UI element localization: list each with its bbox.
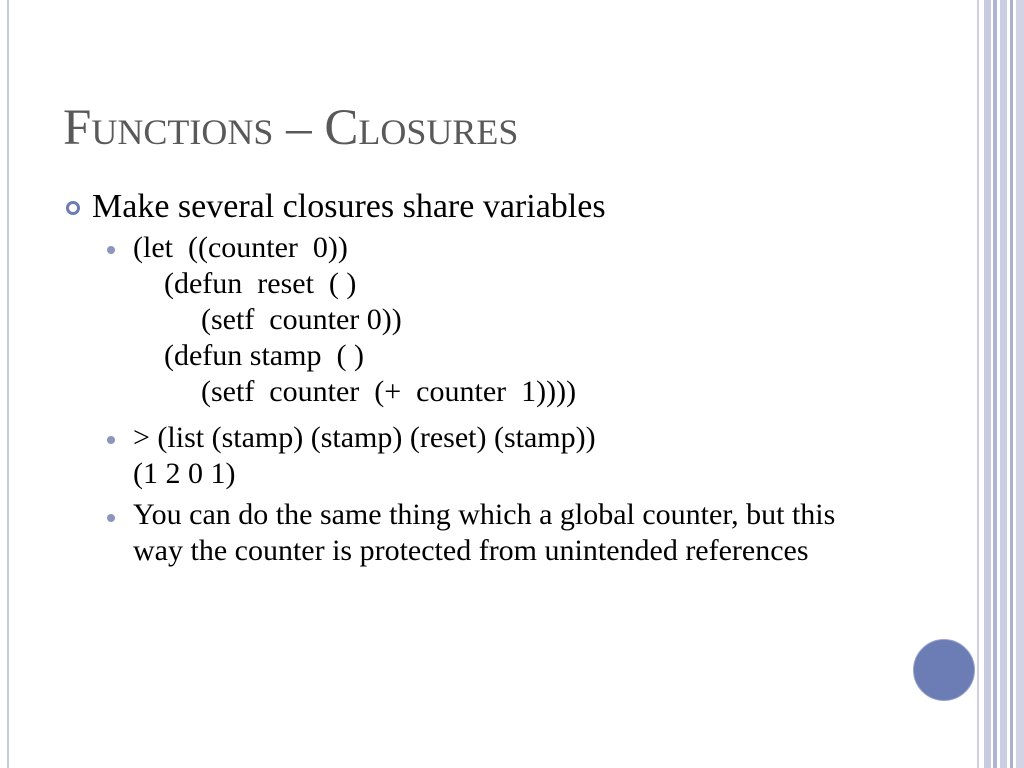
repl-output-line: (1 2 0 1): [133, 457, 236, 490]
repl-input-line: > (list (stamp) (stamp) (reset) (stamp)): [133, 421, 596, 454]
stripe: [1016, 0, 1024, 768]
stripe: [1010, 0, 1013, 768]
slide-title: Functions – Closures: [63, 100, 519, 156]
code-line: (let ((counter 0)): [133, 231, 348, 264]
dot-bullet-icon: [107, 514, 115, 522]
stripe: [977, 0, 979, 768]
code-line: (setf counter 0)): [201, 303, 402, 336]
stripe: [984, 0, 991, 768]
code-line: (setf counter (+ counter 1)))): [201, 375, 577, 408]
left-border-line: [7, 0, 9, 768]
main-bullet-text: Make several closures share variables: [92, 188, 606, 225]
note-line: You can do the same thing which a global counter, but this: [133, 498, 836, 531]
dot-bullet-icon: [107, 246, 115, 254]
code-line: (defun reset ( ): [164, 267, 357, 300]
stripe: [993, 0, 997, 768]
note-line: way the counter is protected from unintended references: [133, 534, 809, 567]
code-line: (defun stamp ( ): [164, 339, 364, 372]
ring-bullet-icon: [66, 201, 80, 215]
dot-bullet-icon: [107, 436, 115, 444]
stripe: [1000, 0, 1007, 768]
circle-decoration: [913, 639, 975, 701]
